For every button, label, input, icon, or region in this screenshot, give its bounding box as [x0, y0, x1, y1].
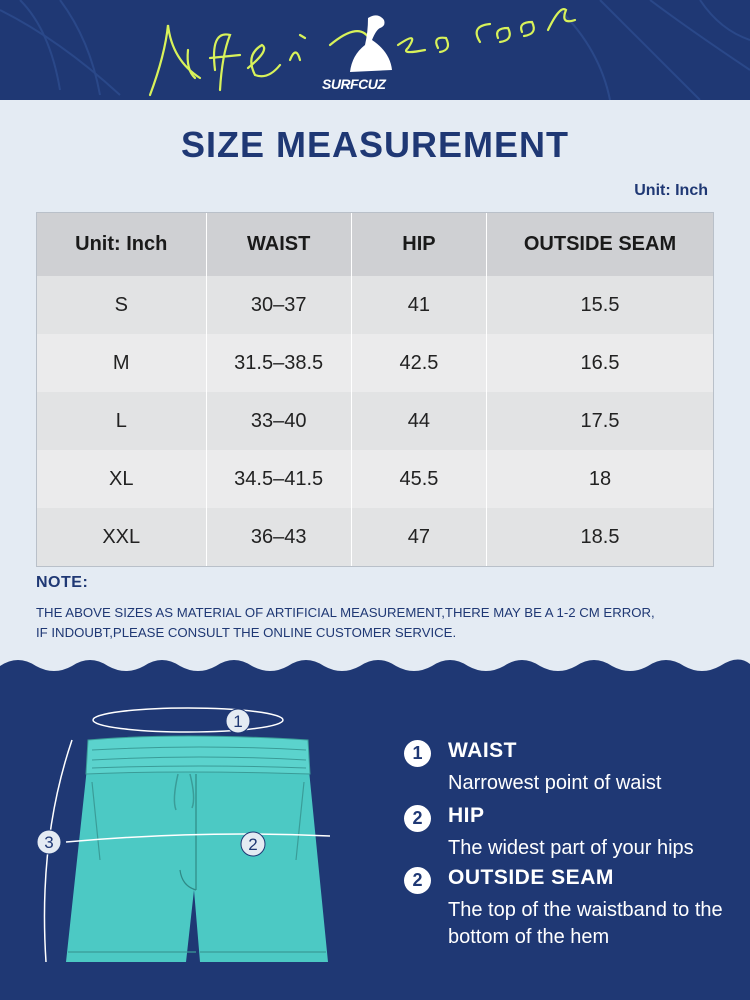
table-cell: 42.5: [351, 334, 486, 392]
number-badge-icon: 2: [404, 805, 431, 832]
table-header-row: [37, 213, 713, 276]
table-cell: M: [37, 334, 206, 392]
table-cell: 18: [487, 450, 713, 508]
size-table: [36, 212, 714, 567]
note-text: [36, 603, 748, 643]
marker-label: 2: [248, 835, 258, 854]
table-cell: 36–43: [206, 508, 351, 566]
table-row: [37, 450, 713, 508]
column-header: Unit: Inch: [37, 213, 206, 276]
table-cell: 17.5: [487, 392, 713, 450]
waist-measure-loop: [93, 708, 283, 732]
table-cell: S: [37, 276, 206, 334]
legend-desc: The top of the waistband to the bottom of the hem: [448, 899, 723, 948]
table-cell: 30–37: [206, 276, 351, 334]
table-cell: XXL: [37, 508, 206, 566]
table-row: [37, 508, 713, 566]
column-header: WAIST: [206, 213, 351, 276]
page-title: SIZE MEASUREMENT: [180, 124, 570, 165]
legend-desc: The widest part of your hips: [448, 837, 694, 859]
dinosaur-logo-icon: [350, 15, 392, 72]
column-header: HIP: [351, 213, 486, 276]
note-line: THE ABOVE SIZES AS MATERIAL OF ARTIFICIAL MEASUREMENT,THERE MAY BE A 1-2 CM ERROR,: [36, 605, 655, 620]
column-header: OUTSIDE SEAM: [487, 213, 713, 276]
table-row: [37, 276, 713, 334]
table-row: [37, 334, 713, 392]
table-cell: 41: [351, 276, 486, 334]
note-title: NOTE:: [36, 574, 89, 591]
shorts-diagram: [0, 690, 380, 990]
legend-name: OUTSIDE SEAM: [448, 866, 614, 889]
wave-divider: [0, 654, 750, 676]
number-badge-icon: 2: [404, 867, 431, 894]
table-cell: 31.5–38.5: [206, 334, 351, 392]
table-cell: L: [37, 392, 206, 450]
legend-desc: Narrowest point of waist: [448, 772, 662, 794]
top-banner: [0, 0, 750, 100]
legend-name: HIP: [448, 804, 485, 827]
table-row: [37, 392, 713, 450]
table-cell: 33–40: [206, 392, 351, 450]
legend-name: WAIST: [448, 739, 517, 762]
table-cell: 18.5: [487, 508, 713, 566]
table-cell: XL: [37, 450, 206, 508]
number-badge-icon: 1: [404, 740, 431, 767]
table-cell: 16.5: [487, 334, 713, 392]
table-cell: 34.5–41.5: [206, 450, 351, 508]
table-cell: 15.5: [487, 276, 713, 334]
table-cell: 44: [351, 392, 486, 450]
marker-label: 3: [44, 833, 54, 852]
unit-label: Unit: Inch: [634, 182, 708, 199]
waistband-shape: [86, 736, 310, 774]
note-line: IF INDOUBT,PLEASE CONSULT THE ONLINE CUSTOMER SERVICE.: [36, 625, 457, 640]
marker-label: 1: [233, 712, 243, 731]
table-cell: 47: [351, 508, 486, 566]
table-cell: 45.5: [351, 450, 486, 508]
brand-logo: SURFCUZ: [322, 76, 386, 92]
